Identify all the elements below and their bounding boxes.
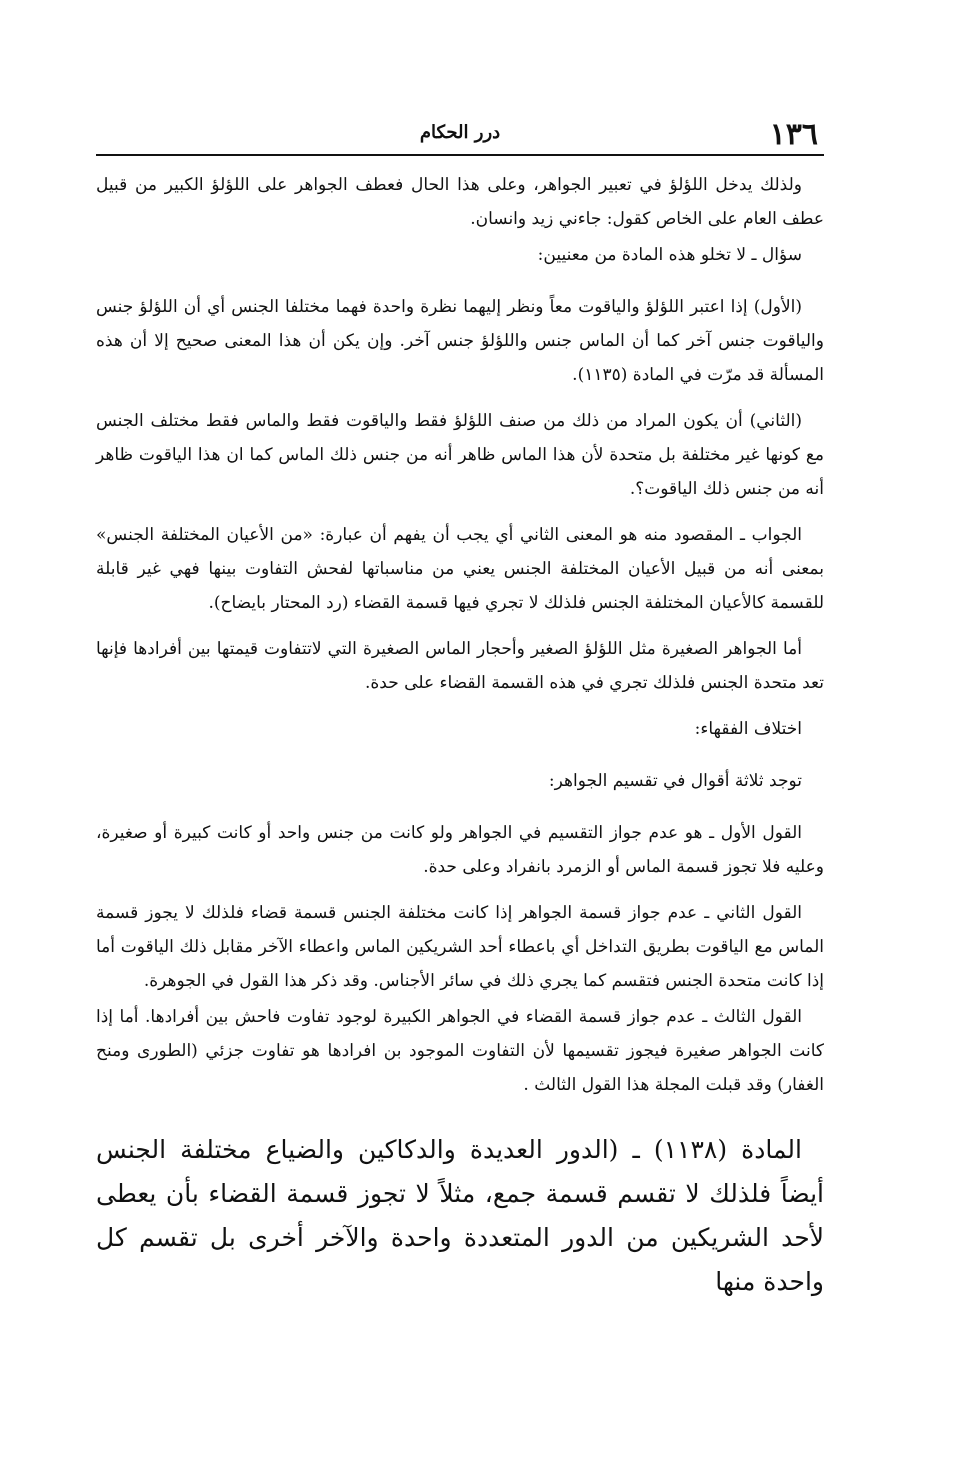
commentary-text [96,168,824,1102]
page-header [96,118,824,156]
section-heading: اختلاف الفقهاء: [694,719,802,739]
paragraph: القول الأول ـ هو عدم جواز التقسيم في الجواهر ولو كانت من جنس واحد أو كانت كبيرة أو صغيرة، وعليه فلا تجوز قسمة الماس أو الزمرد بانفراد وعلى حدة. [96,823,824,877]
answer-paragraph: الجواب ـ المقصود منه هو المعنى الثاني أي يجب أن يفهم أن عبارة: «من الأعيان المختلفة الجنس» بمعنى أنه من قبيل الأعيان المختلفة الجنس يعني من مناسباتها لفحش التفاوت بينها فهي غير قابلة للقسمة كالأعيان المختلفة الجنس فلذلك لا تجري فيها قسمة القضاء (رد المحتار بايضاح). [96,525,824,613]
book-page [96,118,824,1304]
page-number: ١٣٦ [769,117,818,152]
paragraph: توجد ثلاثة أقوال في تقسيم الجواهر: [548,771,802,791]
paragraph: ولذلك يدخل اللؤلؤ في تعبير الجواهر، وعلى هذا الحال فعطف الجواهر على اللؤلؤ الكبير من قبيل عطف العام على الخاص كقول: جاءني زيد وانسان. [96,175,824,229]
article-paragraph: المادة (١١٣٨) ـ (الدور العديدة والدكاكين والضياع مختلفة الجنس أيضاً فلذلك لا تقسم قسمة جمع، مثلاً لا تجوز قسمة القضاء بأن يعطى لأحد الشريكين من الدور المتعددة واحدة والآخر أخرى بل تقسم كل واحدة منها [96,1135,824,1296]
paragraph: القول الثاني ـ عدم جواز قسمة الجواهر إذا كانت مختلفة الجنس قسمة قضاء فلذلك لا يجوز قسمة الماس مع الياقوت بطريق التداخل أي باعطاء أحد الشريكين الماس واعطاء الآخر مقابل ذلك الياقوت أما إذا كانت متحدة الجنس فتقسم كما يجري ذلك في سائر الأجناس. وقد ذكر هذا القول في الجوهرة. [96,903,824,991]
paragraph: (الثاني) أن يكون المراد من ذلك من صنف اللؤلؤ فقط والياقوت فقط والماس فقط مختلف الجنس مع كونها غير مختلفة بل متحدة لأن هذا الماس ظاهر أنه من جنس ذلك الماس كما ان هذا الياقوت ظاهر أنه من جنس ذلك الياقوت؟. [96,411,824,499]
question-heading: سؤال ـ لا تخلو هذه المادة من معنيين: [537,245,802,265]
paragraph: (الأول) إذا اعتبر اللؤلؤ والياقوت معاً ونظر إليهما نظرة واحدة فهما مختلفا الجنس أي أن اللؤلؤ جنس والياقوت جنس آخر كما أن الماس جنس واللؤلؤ جنس آخر. وإن يكن أن هذا المعنى صحيح إلا أن هذه المسألة قد مرّت في المادة (١١٣٥). [96,297,824,385]
paragraph: أما الجواهر الصغيرة مثل اللؤلؤ الصغير وأحجار الماس الصغيرة التي لاتتفاوت قيمتها بين أفرادها فإنها تعد متحدة الجنس فلذلك تجري في هذه القسمة القضاء على حدة. [96,639,824,693]
paragraph: القول الثالث ـ عدم جواز قسمة القضاء في الجواهر الكبيرة لوجود تفاوت فاحش بين أفرادها. أما إذا كانت الجواهر صغيرة فيجوز تقسيمها لأن التفاوت الموجود بن افرادها هو تفاوت جزئي (الطورى ومنح الغفار) وقد قبلت المجلة هذا القول الثالث . [96,1007,824,1095]
running-title: درر الحكام [419,122,501,143]
article-text [96,1128,824,1304]
